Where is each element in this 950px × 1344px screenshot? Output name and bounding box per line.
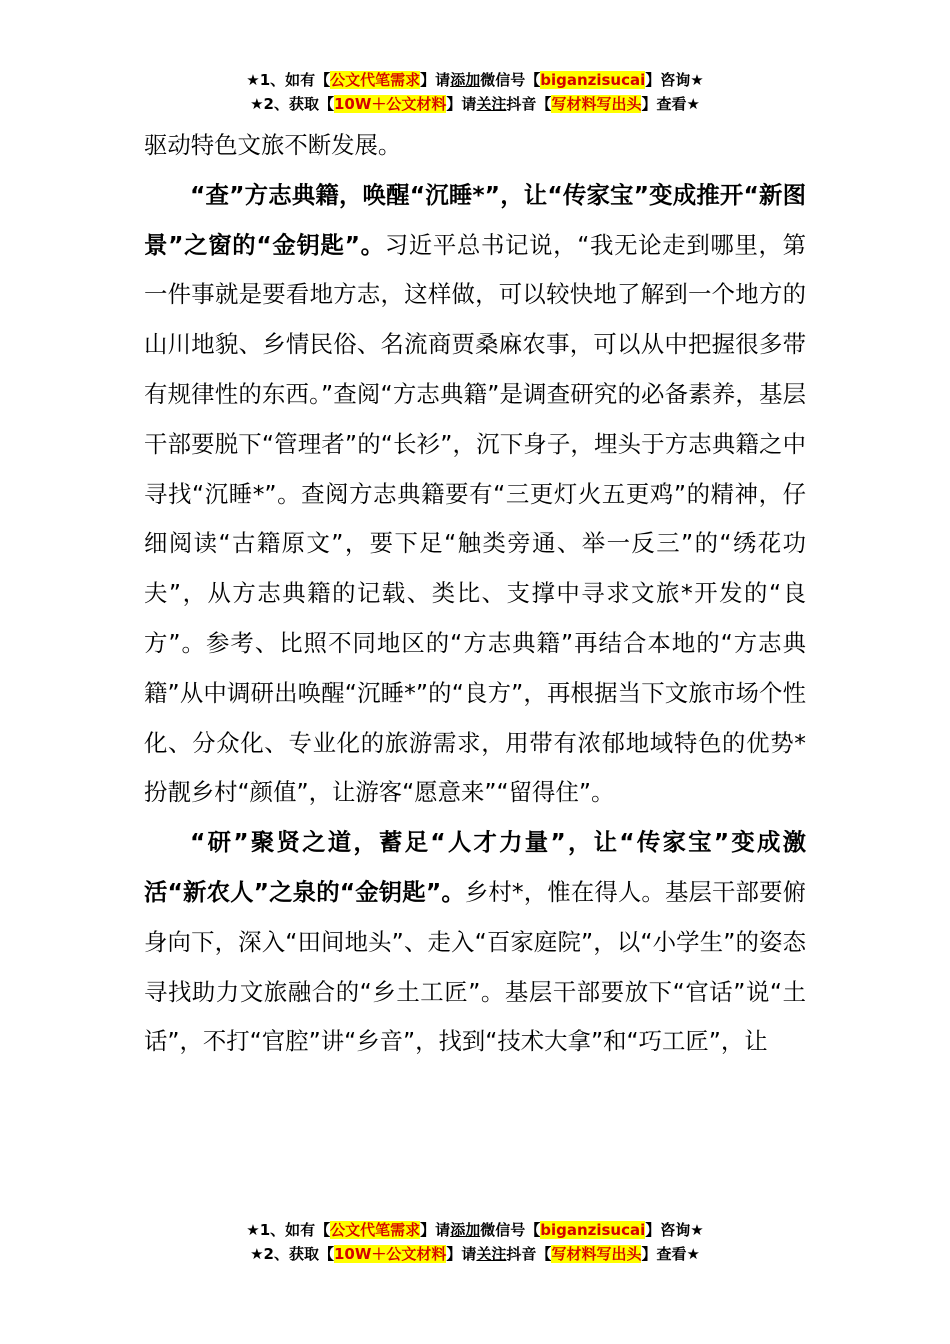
banner-highlight: 写材料写出头 bbox=[551, 95, 642, 113]
banner-line-1 bbox=[0, 1218, 950, 1242]
banner-text: ★1、如有【 bbox=[246, 1221, 331, 1239]
banner-highlight: 公文代笔需求 bbox=[330, 71, 421, 89]
banner-text: 微信号【 bbox=[480, 71, 541, 89]
banner-underlined-text: 添加 bbox=[450, 71, 481, 89]
banner-text: 抖音【 bbox=[506, 95, 552, 113]
banner-text: 】请 bbox=[420, 71, 451, 89]
paragraph bbox=[144, 818, 806, 1067]
header-banner bbox=[0, 68, 950, 116]
paragraph-text: 乡村*，惟在得人。基层干部要俯身向下，深入“田间地头”、走入“百家庭院”，以“小学生”的姿态寻找助力文旅融合的“乡土工匠”。基层干部要放下“官话”说“土话”，不打“官腔”讲“乡音”，找到“技术大拿”和“巧工匠”，让 bbox=[144, 877, 806, 1056]
paragraph bbox=[144, 171, 806, 818]
banner-text: 抖音【 bbox=[506, 1245, 552, 1263]
banner-underlined-text: 关注 bbox=[476, 1245, 507, 1263]
banner-text: 】查看★ bbox=[641, 95, 700, 113]
banner-line-2 bbox=[0, 92, 950, 116]
banner-highlight: 公文代笔需求 bbox=[330, 1221, 421, 1239]
banner-underlined-text: 添加 bbox=[450, 1221, 481, 1239]
paragraph-lead: “查”方志典籍，唤醒“沉睡*”，让“传家宝”变成推开“新图景”之窗的“金钥匙”。 bbox=[144, 180, 806, 259]
banner-line-1 bbox=[0, 68, 950, 92]
banner-highlight: biganzisucai bbox=[540, 71, 646, 89]
banner-highlight: biganzisucai bbox=[540, 1221, 646, 1239]
banner-text: 】查看★ bbox=[641, 1245, 700, 1263]
banner-highlight: 10W＋公文材料 bbox=[333, 95, 447, 113]
banner-text: ★2、获取【 bbox=[250, 1245, 334, 1263]
banner-text: ★1、如有【 bbox=[246, 71, 331, 89]
banner-text: 】咨询★ bbox=[645, 71, 704, 89]
paragraph bbox=[144, 121, 806, 171]
document-body bbox=[144, 121, 806, 1067]
paragraph-lead: “研”聚贤之道，蓄足“人才力量”，让“传家宝”变成激活“新农人”之泉的“金钥匙”。 bbox=[144, 828, 806, 906]
banner-text: 微信号【 bbox=[480, 1221, 541, 1239]
banner-highlight: 10W＋公文材料 bbox=[333, 1245, 447, 1263]
banner-text: 】请 bbox=[446, 1245, 477, 1263]
banner-highlight: 写材料写出头 bbox=[551, 1245, 642, 1263]
footer-banner bbox=[0, 1218, 950, 1266]
banner-line-2 bbox=[0, 1242, 950, 1266]
paragraph-text: 习近平总书记说，“我无论走到哪里，第一件事就是要看地方志，这样做，可以较快地了解到一个地方的山川地貌、乡情民俗、名流商贾桑麻农事，可以从中把握很多带有规律性的东西。”查阅“方志典籍”是调查研究的必备素养，基层干部要脱下“管理者”的“长衫”，沉下身子，埋头于方志典籍之中寻找“沉睡*”。查阅方志典籍要有“三更灯火五更鸡”的精神，仔细阅读“古籍原文”，要下足“触类旁通、举一反三”的“绣花功夫”，从方志典籍的记载、类比、支撑中寻求文旅*开发的“良方”。参考、比照不同地区的“方志典籍”再结合本地的“方志典籍”从中调研出唤醒“沉睡*”的“良方”，再根据当下文旅市场个性化、分众化、专业化的旅游需求，用带有浓郁地域特色的优势*扮靓乡村“颜值”，让游客“愿意来”“留得住”。 bbox=[144, 230, 806, 807]
banner-text: 】咨询★ bbox=[645, 1221, 704, 1239]
banner-text: 】请 bbox=[446, 95, 477, 113]
paragraph-text: 驱动特色文旅不断发展。 bbox=[144, 131, 402, 159]
banner-underlined-text: 关注 bbox=[476, 95, 507, 113]
banner-text: 】请 bbox=[420, 1221, 451, 1239]
banner-text: ★2、获取【 bbox=[250, 95, 334, 113]
